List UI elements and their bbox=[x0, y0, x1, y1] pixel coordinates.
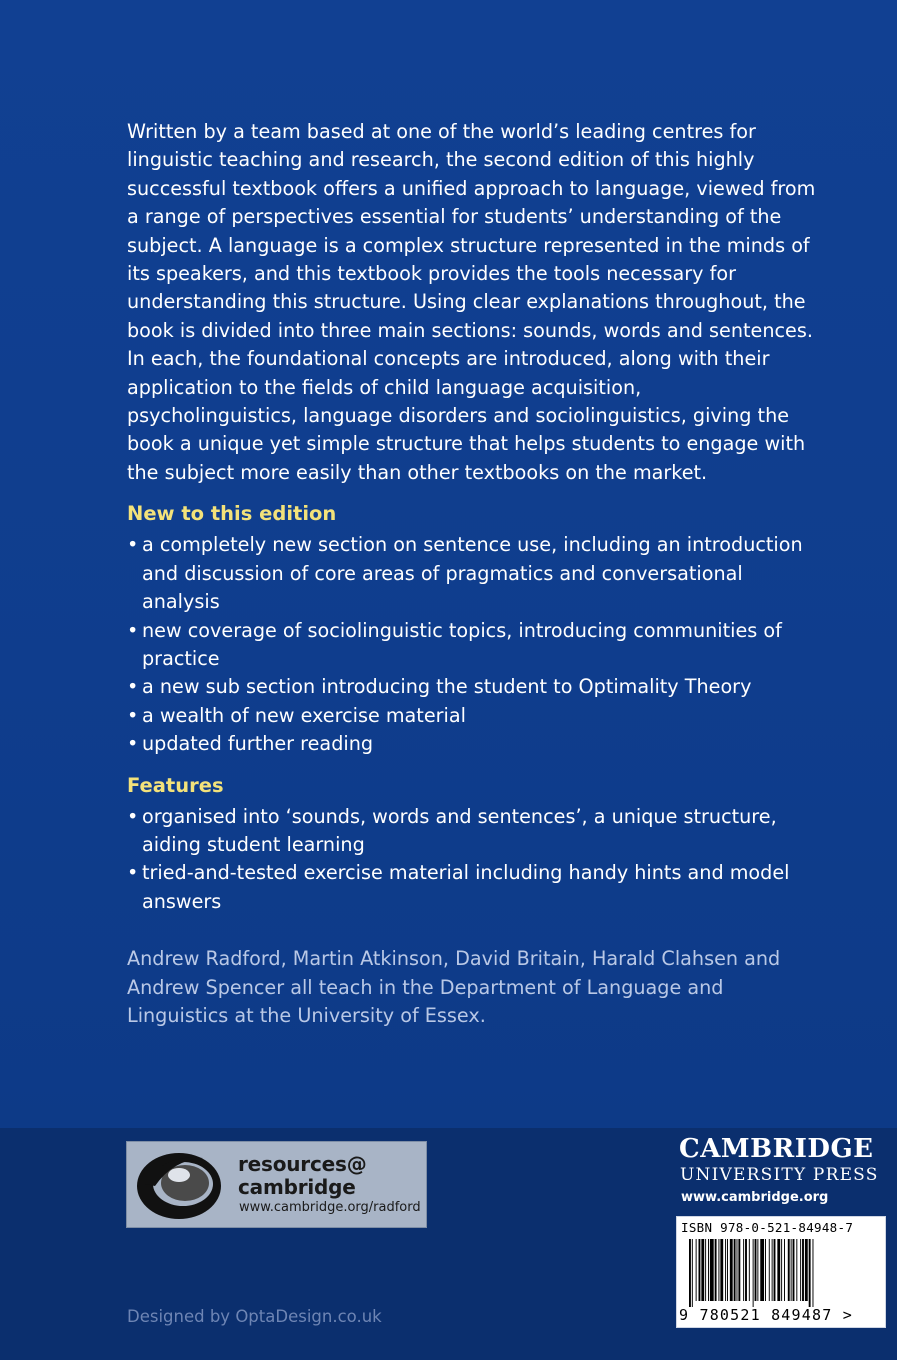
blurb-paragraph: Written by a team based at one of the world’s leading centres for linguistic teaching and research, the second edition of this highly successful textbook offers a unified approach to language, viewed from a range of perspectives essential for students’ understanding of the subject. A language is a complex structure represented in the minds of its speakers, and this textbook provides the tools necessary for understanding this structure. Using clear explanations throughout, the book is divided into three main sections: sounds, words and sentences. In each, the foundational concepts are introduced, along with their application to the fields of child language acquisition, psycholinguistics, language disorders and sociolinguistics, giving the book a unique yet simple structure that helps students to engage with the subject more easily than other textbooks on the market. bbox=[127, 120, 816, 484]
barcode-bar bbox=[699, 1239, 701, 1301]
barcode-bar bbox=[805, 1239, 808, 1301]
barcode-bar bbox=[715, 1239, 717, 1301]
barcode-bar bbox=[796, 1239, 797, 1301]
barcode-bar bbox=[802, 1239, 804, 1301]
publisher-name: CAMBRIDGE bbox=[679, 1134, 874, 1164]
resources-title: resources@ bbox=[238, 1152, 367, 1176]
ean-digits: 9 780521 849487 > bbox=[679, 1306, 853, 1324]
list-item: • a wealth of new exercise material bbox=[127, 702, 817, 730]
barcode-bar bbox=[727, 1239, 728, 1301]
list-item: • updated further reading bbox=[127, 730, 817, 758]
barcode-bar bbox=[760, 1239, 764, 1301]
barcode-bar bbox=[737, 1239, 738, 1301]
resources-subtitle: cambridge bbox=[238, 1175, 356, 1199]
barcode-bar bbox=[781, 1239, 782, 1301]
barcode-bar bbox=[692, 1239, 693, 1307]
barcode-bar bbox=[743, 1239, 744, 1301]
barcode bbox=[676, 1216, 886, 1328]
barcode-bar bbox=[725, 1239, 726, 1301]
list-item: • tried-and-tested exercise material including handy hints and model answers bbox=[127, 861, 790, 913]
new-edition-heading: New to this edition bbox=[127, 502, 337, 526]
barcode-bar bbox=[689, 1239, 691, 1307]
features-heading: Features bbox=[127, 773, 224, 797]
barcode-bar bbox=[791, 1239, 792, 1301]
bullet-icon: • bbox=[127, 804, 139, 828]
resources-badge[interactable] bbox=[126, 1141, 427, 1228]
barcode-bar bbox=[809, 1239, 811, 1307]
barcode-bar bbox=[772, 1239, 773, 1301]
bullet-icon: • bbox=[127, 703, 139, 727]
resources-url[interactable]: www.cambridge.org/radford bbox=[239, 1200, 421, 1215]
eye-logo-icon bbox=[133, 1146, 233, 1224]
new-edition-list bbox=[127, 531, 817, 758]
bullet-icon: • bbox=[127, 618, 139, 642]
barcode-bar bbox=[788, 1239, 790, 1301]
barcode-bar bbox=[784, 1239, 785, 1301]
barcode-bar bbox=[718, 1239, 719, 1301]
barcode-bar bbox=[793, 1239, 795, 1301]
barcode-bar bbox=[745, 1239, 747, 1301]
bullet-icon: • bbox=[127, 675, 139, 699]
list-item: • organised into ‘sounds, words and sentences’, a unique structure, aiding student learning bbox=[127, 804, 777, 856]
barcode-bar bbox=[734, 1239, 736, 1301]
barcode-bar bbox=[696, 1239, 697, 1301]
barcode-bar bbox=[749, 1239, 750, 1301]
barcode-bar bbox=[765, 1239, 766, 1301]
list-item: • a completely new section on sentence use, including an introduction and discussion of core areas of pragmatics and conversational analysis bbox=[127, 533, 803, 614]
barcode-bar bbox=[708, 1239, 709, 1301]
list-item: • new coverage of sociolinguistic topics, introducing communities of practice bbox=[127, 618, 782, 670]
barcode-bar bbox=[757, 1239, 758, 1301]
barcode-bar bbox=[710, 1239, 714, 1301]
features-list bbox=[127, 803, 817, 917]
barcode-bar bbox=[777, 1239, 780, 1301]
bullet-icon: • bbox=[127, 533, 139, 557]
designer-credit: Designed by OptaDesign.co.uk bbox=[127, 1307, 382, 1326]
bullet-icon: • bbox=[127, 861, 139, 885]
barcode-bar bbox=[738, 1239, 740, 1301]
author-note: Andrew Radford, Martin Atkinson, David Britain, Harald Clahsen and Andrew Spencer all teach in the Department of Language and Linguistics at the University of Essex. bbox=[127, 947, 781, 1027]
barcode-bar bbox=[800, 1239, 801, 1301]
barcode-bar bbox=[705, 1239, 706, 1301]
barcode-bar bbox=[701, 1239, 704, 1301]
barcode-bar bbox=[774, 1239, 776, 1301]
barcode-bar bbox=[730, 1239, 733, 1301]
barcode-bar bbox=[755, 1239, 757, 1301]
bullet-icon: • bbox=[127, 732, 139, 756]
barcode-bar bbox=[813, 1239, 814, 1307]
barcode-bar bbox=[720, 1239, 723, 1301]
publisher-url[interactable]: www.cambridge.org bbox=[681, 1190, 829, 1205]
isbn-label: ISBN 978-0-521-84948-7 bbox=[681, 1220, 854, 1235]
back-cover-text bbox=[127, 118, 817, 1050]
barcode-bar bbox=[753, 1239, 754, 1307]
publisher-subtitle: UNIVERSITY PRESS bbox=[680, 1165, 879, 1185]
barcode-bars bbox=[689, 1239, 875, 1307]
barcode-bar bbox=[769, 1239, 770, 1301]
list-item: • a new sub section introducing the student to Optimality Theory bbox=[127, 673, 817, 701]
